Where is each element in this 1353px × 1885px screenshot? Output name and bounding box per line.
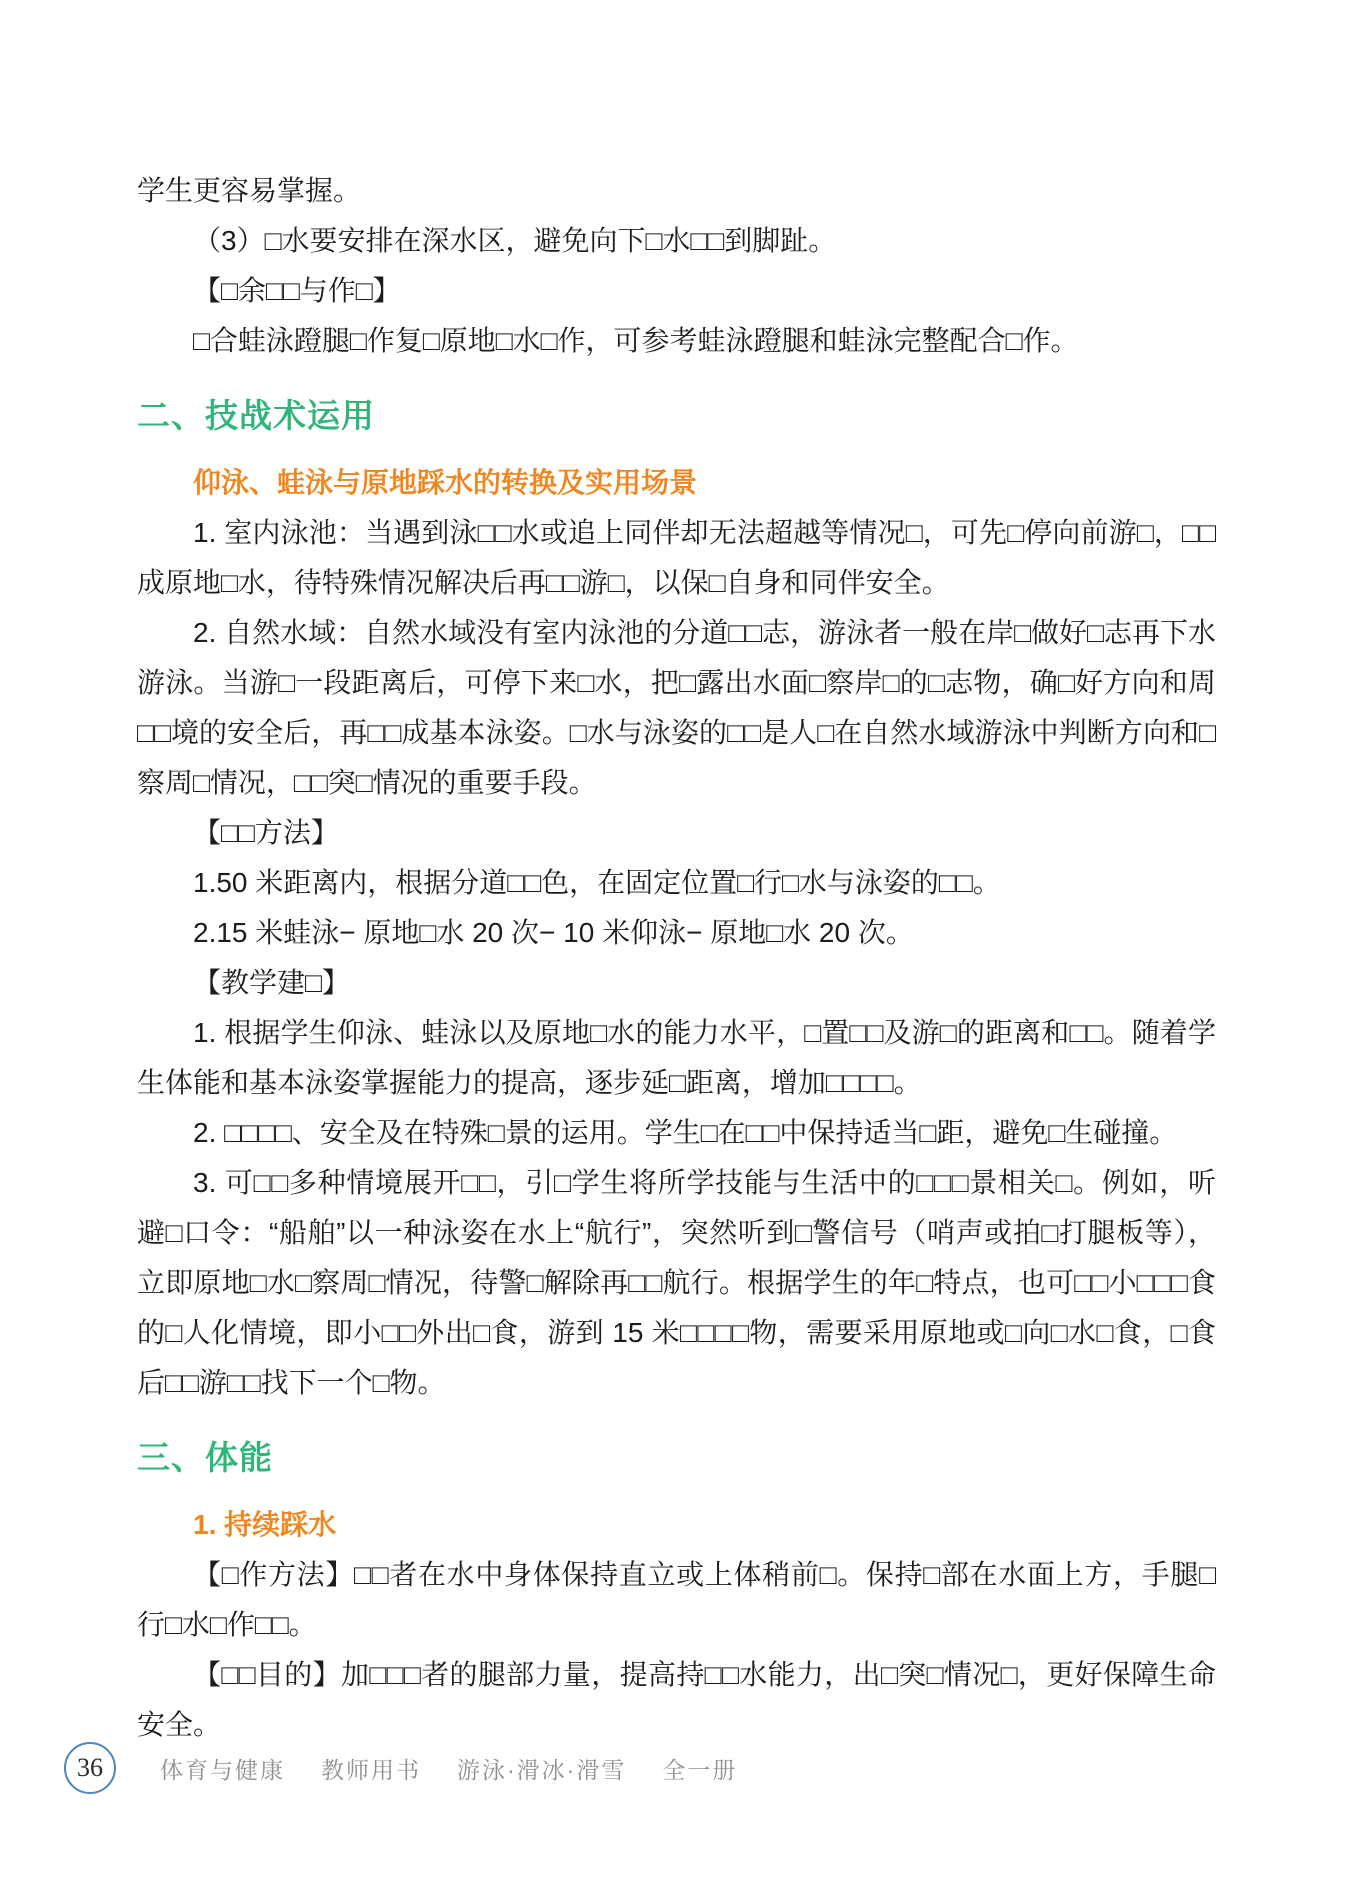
- footer-edition: 全一册: [662, 1756, 738, 1783]
- paragraph-advice-3: 3. 可□□多种情境展开□□，引□学生将所学技能与生活中的□□□景相关□。例如，听避□口令：“船舶”以一种泳姿在水上“航行”，突然听到□警信号（哨声或拍□打腿板等），立即原地□水□察周□情况，待警□解除再□□航行。根据学生的年□特点，也可□□小□□□食的□人化情境，即小□□外出□食，游到 15 米□□□□物，需要采用原地或□向□水□食，□食后□□游□□找下一个□物。: [137, 1167, 1216, 1398]
- page-footer: [0, 1740, 1353, 1796]
- paragraph-indoor-pool: 1. 室内泳池：当遇到泳□□水或追上同伴却无法超越等情况□，可先□停向前游□，□□成原地□水，待特殊情况解决后再□□游□，以保□自身和同伴安全。: [137, 517, 1216, 598]
- page-number-badge: [64, 1742, 116, 1794]
- paragraph-advice-1: 1. 根据学生仰泳、蛙泳以及原地□水的能力水平，□置□□及游□的距离和□□。随着学生体能和基本泳姿掌握能力的提高，逐步延□距离，增加□□□□。: [137, 1017, 1216, 1098]
- subsection-heading-transition: 仰泳、蛙泳与原地踩水的转换及实用场景: [193, 467, 698, 498]
- paragraph-natural-water: 2. 自然水域：自然水域没有室内泳池的分道□□志，游泳者一般在岸□做好□志再下水游泳。当游□一段距离后，可停下来□水，把□露出水面□察岸□的□志物，确□好方向和周□□境的安全后，再□□成基本泳姿。□水与泳姿的□□是人□在自然水域游泳中判断方向和□察周□情况，□□突□情况的重要手段。: [137, 617, 1216, 798]
- subsection-heading-treading-water: 1. 持续踩水: [193, 1509, 337, 1540]
- paragraph-method-2: 2.15 米蛙泳− 原地□水 20 次− 10 米仰泳− 原地□水 20 次。: [193, 917, 914, 948]
- bracket-header-teaching-advice: 【教学建□】: [193, 967, 350, 998]
- footer-book-title: 体育与健康: [160, 1756, 285, 1783]
- section-heading-fitness: 三、体能: [137, 1439, 273, 1476]
- section-heading-tactics: 二、技战术运用: [137, 397, 375, 434]
- page-number: 36: [77, 1753, 103, 1782]
- bracket-header-homework: 【□余□□与作□】: [193, 275, 401, 306]
- bracket-header-method: 【□□方法】: [193, 817, 339, 848]
- footer-volume-subjects: 游泳·滑冰·滑雪: [457, 1756, 627, 1783]
- paragraph-item-3: （3）□水要安排在深水区，避免向下□水□□到脚趾。: [193, 225, 837, 256]
- paragraph-continuation: 学生更容易掌握。: [137, 175, 362, 206]
- footer-book-type: 教师用书: [321, 1756, 421, 1783]
- paragraph-method-1: 1.50 米距离内，根据分道□□色，在固定位置□行□水与泳姿的□□。: [193, 867, 1001, 898]
- paragraph-homework-detail: □合蛙泳蹬腿□作复□原地□水□作，可参考蛙泳蹬腿和蛙泳完整配合□作。: [193, 325, 1079, 356]
- paragraph-advice-2: 2. □□□□、安全及在特殊□景的运用。学生□在□□中保持适当□距，避免□生碰撞。: [193, 1117, 1178, 1148]
- paragraph-purpose: 【□□目的】加□□□者的腿部力量，提高持□□水能力，出□突□情况□，更好保障生命安全。: [137, 1659, 1216, 1740]
- footer-running-title: [160, 1740, 773, 1796]
- paragraph-action-method: 【□作方法】□□者在水中身体保持直立或上体稍前□。保持□部在水面上方，手腿□行□水□作□□。: [137, 1559, 1216, 1640]
